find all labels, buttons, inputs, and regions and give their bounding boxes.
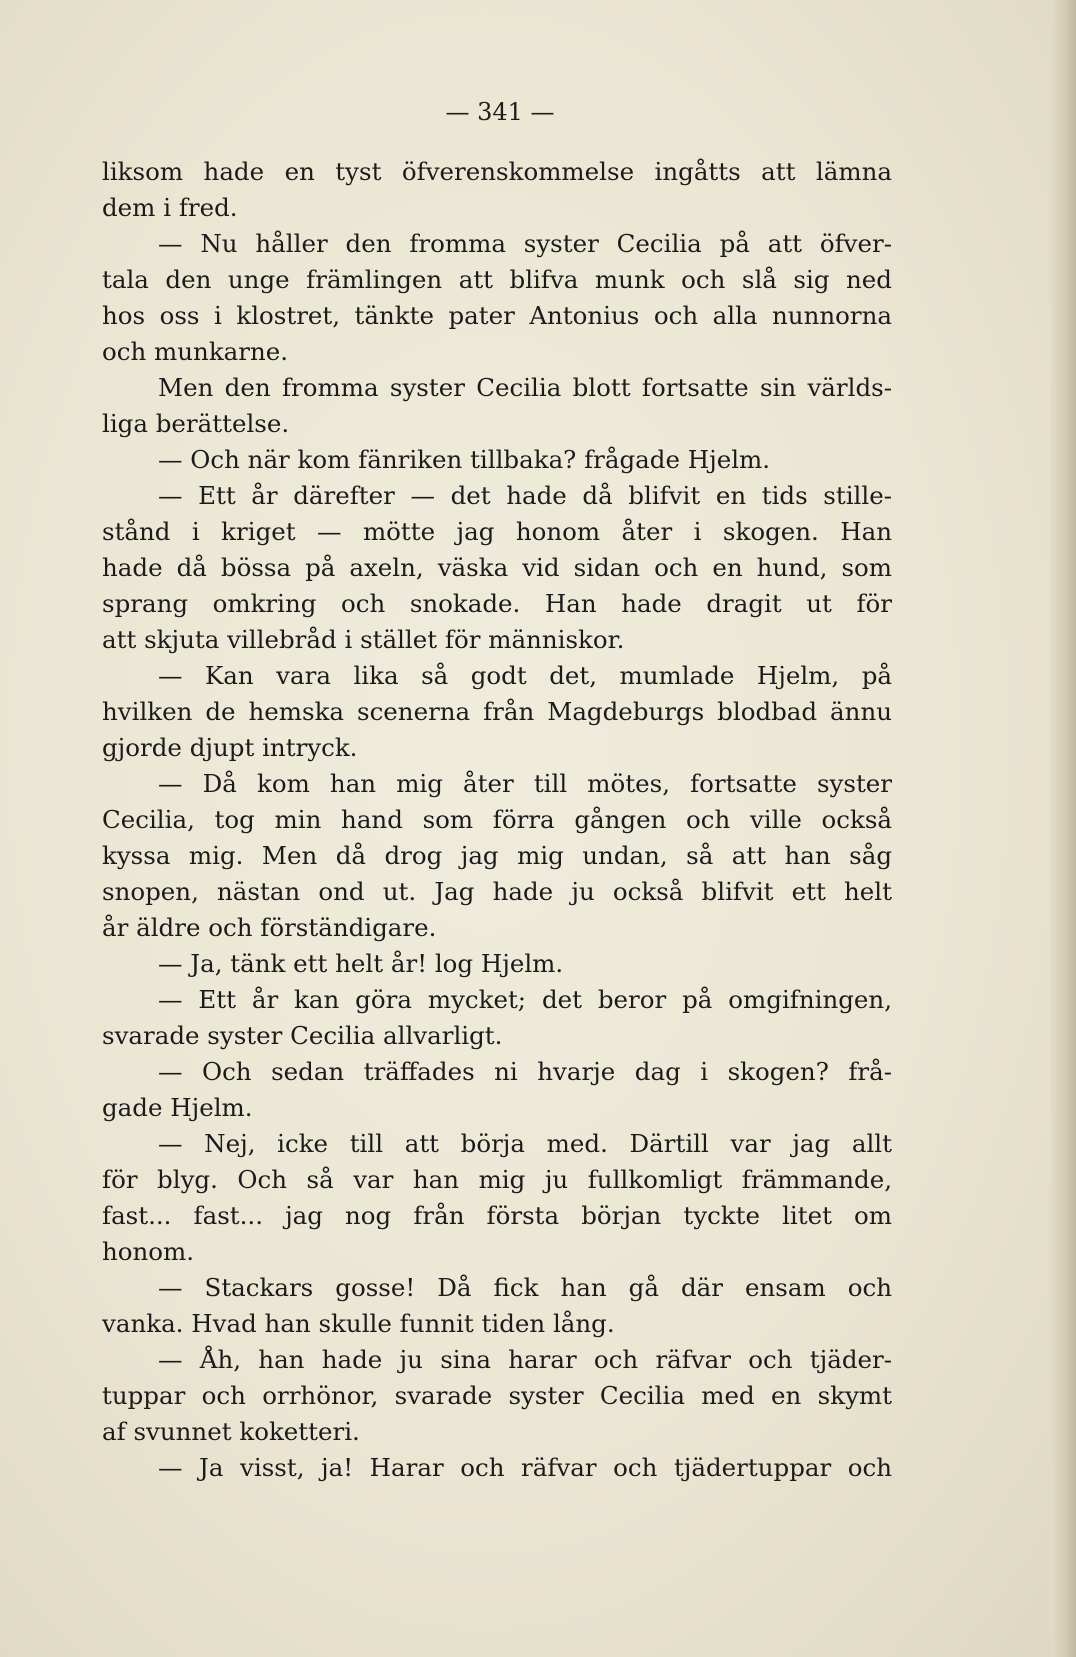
text-line: af svunnet koketteri. — [102, 1417, 360, 1446]
text-line: gade Hjelm. — [102, 1093, 253, 1122]
text-line: Cecilia, tog min hand som förra gången och ville också — [102, 805, 892, 834]
text-line: — Ett år kan göra mycket; det beror på omgifningen, — [158, 985, 892, 1014]
text-line: — Kan vara lika så godt det, mumlade Hjelm, på — [158, 661, 892, 690]
text-line: — Nu håller den fromma syster Cecilia på att öfver- — [158, 229, 892, 258]
text-line: vanka. Hvad han skulle funnit tiden lång. — [102, 1309, 615, 1338]
text-line: — Nej, icke till att börja med. Därtill var jag allt — [158, 1129, 892, 1158]
text-line: — Åh, han hade ju sina harar och räfvar och tjäder- — [158, 1345, 892, 1374]
text-line: fast... fast... jag nog från första början tyckte litet om — [102, 1201, 892, 1230]
body-text — [102, 154, 892, 1486]
text-line: hvilken de hemska scenerna från Magdeburgs blodbad ännu — [102, 697, 892, 726]
text-line: år äldre och förständigare. — [102, 913, 437, 942]
text-line: att skjuta villebråd i stället för människor. — [102, 625, 625, 654]
page-number: — 341 — — [445, 98, 555, 126]
text-line: — Ja, tänk ett helt år! log Hjelm. — [158, 949, 564, 978]
text-line: sprang omkring och snokade. Han hade dragit ut för — [102, 589, 892, 618]
text-line: liga berättelse. — [102, 409, 290, 438]
text-line: stånd i kriget — mötte jag honom åter i skogen. Han — [102, 517, 892, 546]
text-line: dem i fred. — [102, 193, 238, 222]
text-line: — Ett år därefter — det hade då blifvit en tids stille- — [158, 481, 892, 510]
text-line: tala den unge främlingen att blifva munk och slå sig ned — [102, 265, 892, 294]
text-line: honom. — [102, 1237, 195, 1266]
text-line: gjorde djupt intryck. — [102, 733, 358, 762]
text-line: tuppar och orrhönor, svarade syster Cecilia med en skymt — [102, 1381, 892, 1410]
text-line: — Ja visst, ja! Harar och räfvar och tjädertuppar och — [158, 1453, 892, 1482]
text-line: och munkarne. — [102, 337, 289, 366]
text-line: hos oss i klostret, tänkte pater Antonius och alla nunnorna — [102, 301, 892, 330]
text-line: — Stackars gosse! Då fick han gå där ensam och — [158, 1273, 892, 1302]
text-line: svarade syster Cecilia allvarligt. — [102, 1021, 503, 1050]
text-line: — Då kom han mig åter till mötes, fortsatte syster — [158, 769, 892, 798]
text-line: kyssa mig. Men då drog jag mig undan, så att han såg — [102, 841, 892, 870]
text-line: hade då bössa på axeln, väska vid sidan och en hund, som — [102, 553, 892, 582]
text-line: — Och sedan träffades ni hvarje dag i skogen? frå- — [158, 1057, 892, 1086]
text-line: snopen, nästan ond ut. Jag hade ju också blifvit ett helt — [102, 877, 892, 906]
page-edge — [1050, 0, 1076, 1657]
text-line: liksom hade en tyst öfverenskommelse ingåtts att lämna — [102, 157, 892, 186]
text-line: för blyg. Och så var han mig ju fullkomligt främmande, — [102, 1165, 892, 1194]
text-line: Men den fromma syster Cecilia blott fortsatte sin världs- — [158, 373, 892, 402]
text-line: — Och när kom fänriken tillbaka? frågade Hjelm. — [158, 445, 771, 474]
